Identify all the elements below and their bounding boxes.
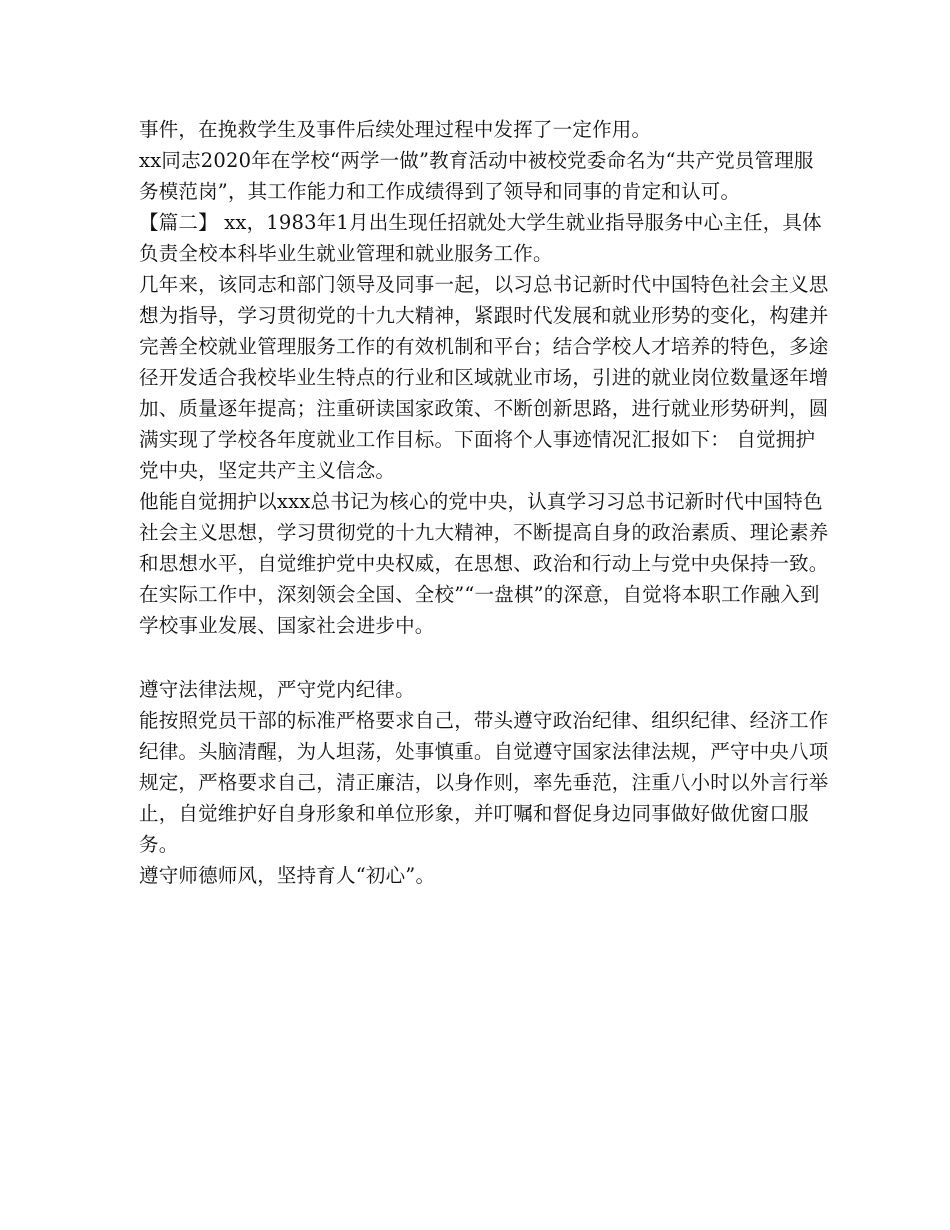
paragraph-spacer bbox=[139, 641, 829, 674]
paragraph-5: 他能自觉拥护以xxx总书记为核心的党中央，认真学习习总书记新时代中国特色社会主义思想，学习贯彻党的十九大精神，不断提高自身的政治素质、理论素养和思想水平，自觉维护党中央权威，在思想、政治和行动上与党中央保持一致。在实际工作中，深刻领会全国、全校”“一盘棋”的深意，自觉将本职工作融入到学校事业发展、国家社会进步中。 bbox=[139, 490, 829, 637]
paragraph-4: 几年来，该同志和部门领导及同事一起，以习总书记新时代中国特色社会主义思想为指导，学习贯彻党的十九大精神，紧跟时代发展和就业形势的变化，构建并完善全校就业管理服务工作的有效机制和平台；结合学校人才培养的特色，多途径开发适合我校毕业生特点的行业和区域就业市场，引进的就业岗位数量逐年增加、质量逐年提高；注重研读国家政策、不断创新思路，进行就业形势研判，圆满实现了学校各年度就业工作目标。下面将个人事迹情况汇报如下： 自觉拥护党中央，坚定共产主义信念。 bbox=[139, 273, 829, 482]
paragraph-2: xx同志2020年在学校“两学一做”教育活动中被校党委命名为“共产党员管理服务模范岗”，其工作能力和工作成绩得到了领导和同事的肯定和认可。 bbox=[139, 149, 814, 203]
paragraph-1: 事件，在挽救学生及事件后续处理过程中发挥了一定作用。 bbox=[139, 118, 652, 141]
paragraph-7: 能按照党员干部的标准严格要求自己，带头遵守政治纪律、组织纪律、经济工作纪律。头脑清醒，为人坦荡，处事慎重。自觉遵守国家法律法规，严守中央八项规定，严格要求自己，清正廉洁，以身作则，率先垂范，注重八小时以外言行举止，自觉维护好自身形象和单位形象，并叮嘱和督促身边同事做好做优窗口服务。 bbox=[139, 709, 829, 856]
paragraph-3: 【篇二】 xx，1983年1月出生现任招就处大学生就业指导服务中心主任，具体负责全校本科毕业生就业管理和就业服务工作。 bbox=[139, 211, 822, 265]
section-heading-discipline: 遵守法律法规，严守党内纪律。 bbox=[139, 678, 415, 701]
section-heading-ethics: 遵守师德师风，坚持育人“初心”。 bbox=[139, 864, 436, 887]
document-body bbox=[139, 114, 829, 891]
